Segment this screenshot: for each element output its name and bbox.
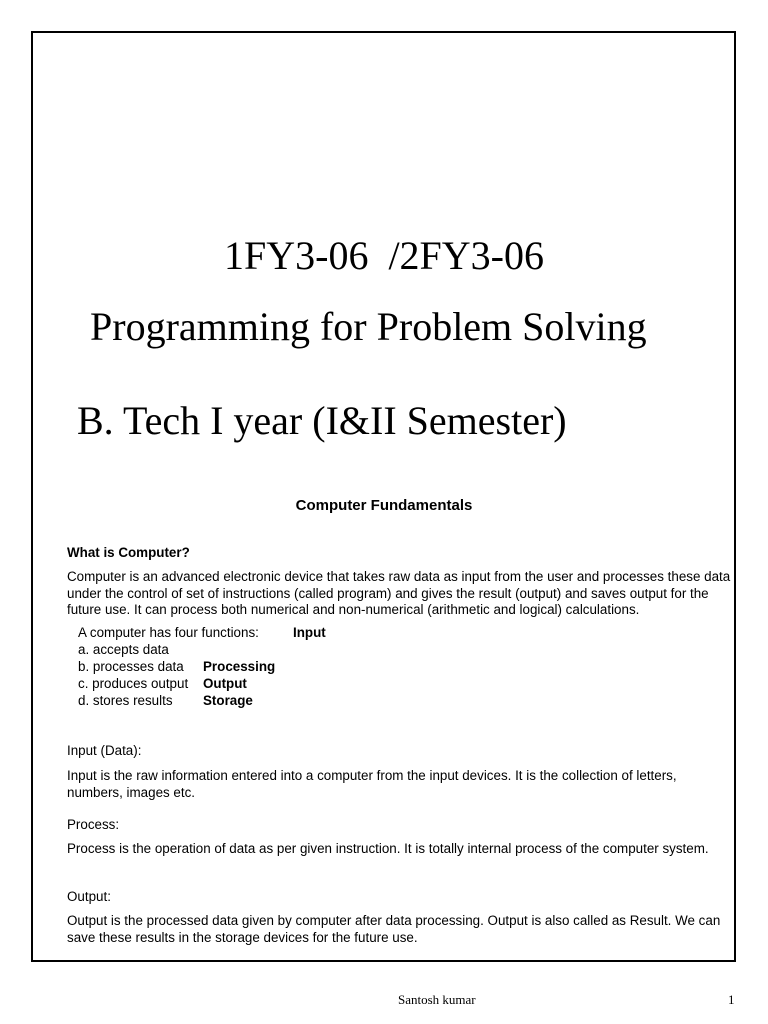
input-heading: Input (Data): <box>67 743 142 758</box>
function-row <box>78 692 259 709</box>
input-paragraph: Input is the raw information entered into a computer from the input devices. It is the collection of letters, numbers, images etc. <box>67 768 677 800</box>
function-text: c. produces output <box>78 676 189 691</box>
program-title: B. Tech I year (I&II Semester) <box>77 398 567 443</box>
function-row <box>78 641 259 658</box>
function-term: Input <box>293 625 326 640</box>
course-name: Programming for Problem Solving <box>90 304 647 349</box>
function-row <box>78 658 276 675</box>
footer-author: Santosh kumar <box>398 992 476 1007</box>
function-text: b. processes data <box>78 659 184 674</box>
definition-paragraph: Computer is an advanced electronic device that takes raw data as input from the user and processes these data under the control of set of instructions (called program) and gives the result (output) and saves output for the future use. It can process both numerical and non-numerical (arithmetic and logical) calculations. <box>67 569 731 617</box>
function-term: Output <box>203 676 247 691</box>
section-title: Computer Fundamentals <box>295 497 473 514</box>
functions-intro: A computer has four functions: <box>78 625 259 640</box>
function-term: Processing <box>203 659 276 674</box>
function-term: Storage <box>203 693 253 708</box>
functions-intro-row <box>78 624 326 641</box>
process-paragraph: Process is the operation of data as per given instruction. It is totally internal process of the computer system. <box>67 841 709 856</box>
question-heading: What is Computer? <box>67 545 190 560</box>
output-paragraph: Output is the processed data given by computer after data processing. Output is also called as Result. We can save these results in the storage devices for the future use. <box>67 913 721 945</box>
function-row <box>78 675 259 692</box>
function-text: d. stores results <box>78 693 173 708</box>
footer-page-number: 1 <box>728 992 735 1007</box>
output-heading: Output: <box>67 889 111 904</box>
course-code: 1FY3-06 /2FY3-06 <box>223 233 545 278</box>
function-text: a. accepts data <box>78 642 169 657</box>
process-heading: Process: <box>67 817 120 832</box>
functions-list <box>78 624 326 709</box>
